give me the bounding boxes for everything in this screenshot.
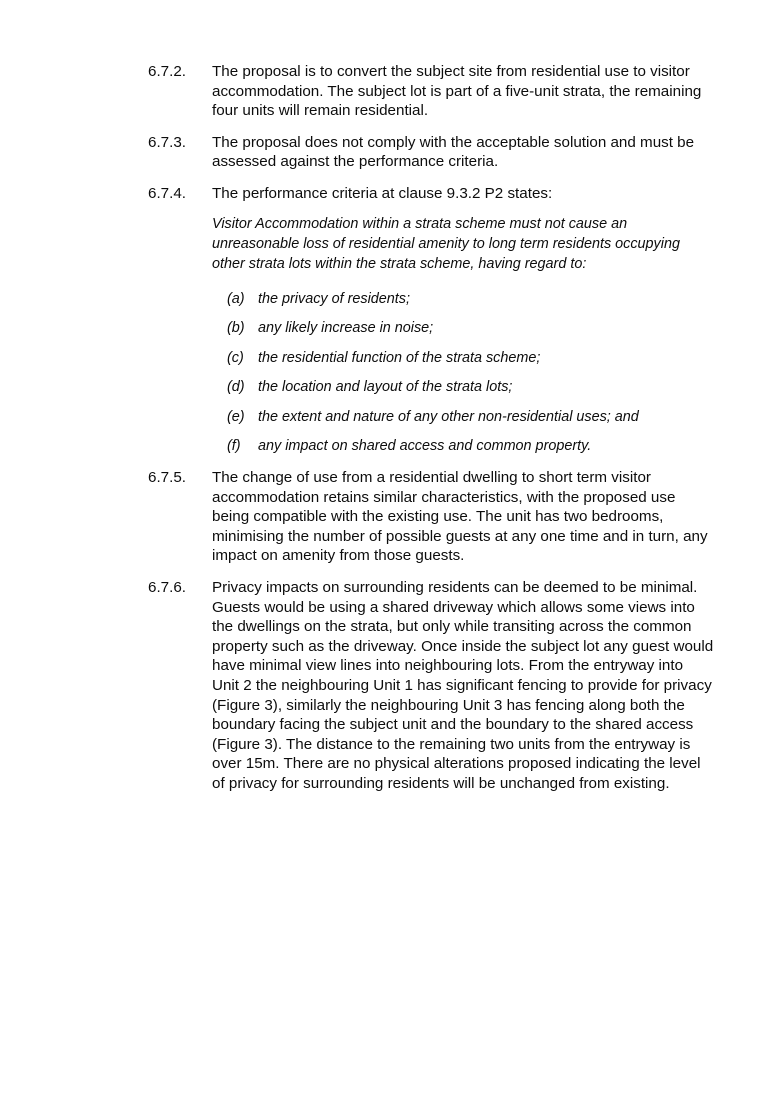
clause-text: Privacy impacts on surrounding residents can be deemed to be minimal. Guests would be using a shared driveway which allows some views into the dwellings on the strata, but only while transiting across the common property such as the driveway. Once inside the subject lot any guest would have minimal view lines into neighbouring lots. From the entryway into Unit 2 the neighbouring Unit 1 has significant fencing to provide for privacy (Figure 3), similarly the neighbouring Unit 3 has fencing along both the boundary facing the subject unit and the boundary to the shared access (Figure 3). The distance to the remaining two units from the entryway is over 15m. There are no physical alterations proposed indicating the level of privacy for surrounding residents will be unchanged from existing. <box>212 579 714 792</box>
clause-text: The proposal does not comply with the acceptable solution and must be assessed against the performance criteria. <box>212 133 695 171</box>
clause-text: The change of use from a residential dwelling to short term visitor accommodation retains similar characteristics, with the proposed use being compatible with the existing use. The unit has two bedrooms, minimising the number of possible guests at any one time and in turn, any impact on amenity from those guests. <box>212 469 708 565</box>
clause-number: 6.7.4. <box>148 184 186 202</box>
list-item-marker: (d) <box>227 379 245 396</box>
clause-number: 6.7.6. <box>148 579 186 597</box>
list-item-label: the privacy of residents; <box>258 290 410 307</box>
list-item <box>212 290 714 309</box>
list-item-label: the extent and nature of any other non-residential uses; and <box>258 408 639 425</box>
clause-number: 6.7.3. <box>148 133 186 151</box>
clause-text: The proposal is to convert the subject site from residential use to visitor accommodation. The subject lot is part of a five-unit strata, the remaining four units will remain residential. <box>212 63 702 120</box>
performance-criteria-quotation: Visitor Accommodation within a strata scheme must not cause an unreasonable loss of residential amenity to long term residents occupying other strata lots within the strata scheme, having regard to: <box>212 215 680 272</box>
clause-6-7-2 <box>148 62 714 121</box>
performance-criteria-list <box>212 290 714 457</box>
clause-6-7-4 <box>148 184 714 204</box>
list-item-marker: (b) <box>227 320 245 337</box>
list-item-marker: (c) <box>227 349 244 366</box>
clause-number: 6.7.5. <box>148 469 186 487</box>
list-item-label: any likely increase in noise; <box>258 320 434 337</box>
clause-6-7-6 <box>148 578 714 794</box>
list-item-label: any impact on shared access and common property. <box>258 438 592 455</box>
document-body <box>148 62 714 806</box>
clause-text: The performance criteria at clause 9.3.2 P2 states: <box>212 184 553 202</box>
clause-6-7-5 <box>148 468 714 566</box>
list-item-marker: (f) <box>227 438 241 455</box>
clause-number: 6.7.2. <box>148 63 186 80</box>
list-item-label: the residential function of the strata scheme; <box>258 349 541 366</box>
list-item <box>212 437 714 456</box>
list-item <box>212 319 714 338</box>
clause-6-7-3 <box>148 133 714 172</box>
list-item <box>212 408 714 427</box>
list-item <box>212 349 714 368</box>
list-item-marker: (e) <box>227 408 245 425</box>
list-item <box>212 378 714 397</box>
list-item-label: the location and layout of the strata lots; <box>258 379 513 396</box>
list-item-marker: (a) <box>227 290 245 307</box>
